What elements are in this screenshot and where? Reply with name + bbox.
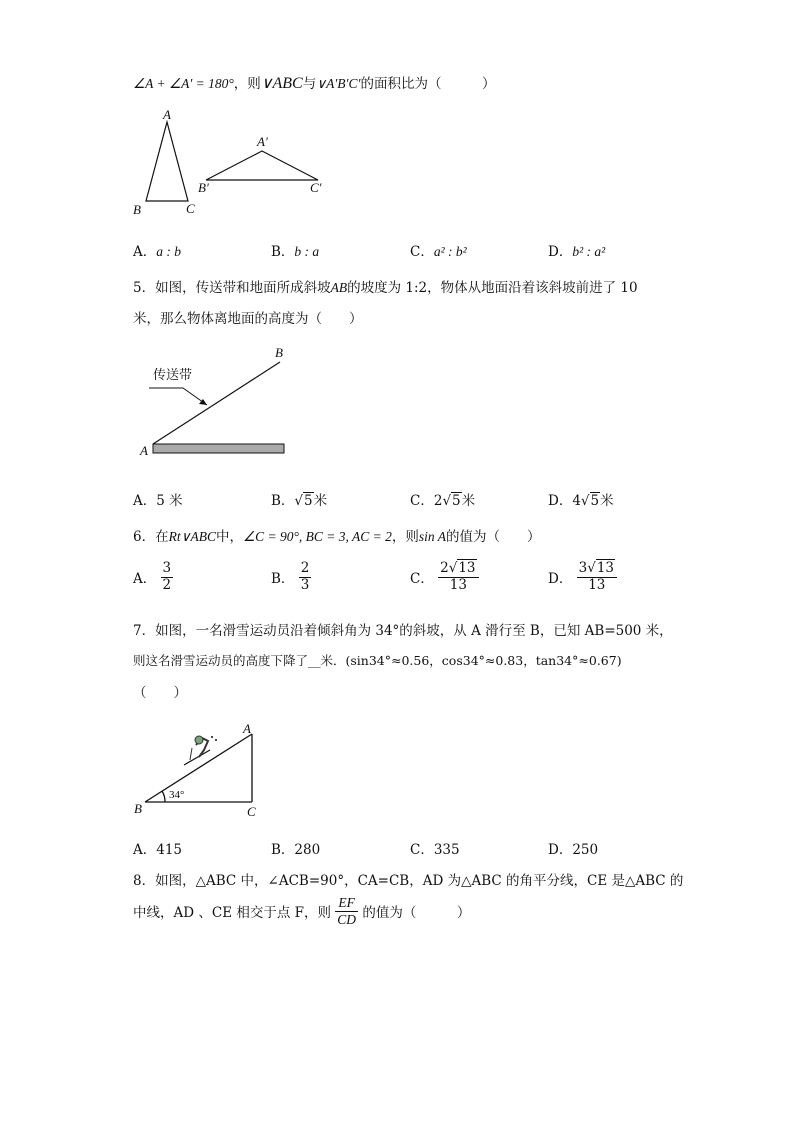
q7-option-c[interactable]: C．335 xyxy=(410,842,460,858)
q4-label-b2: B′ xyxy=(198,180,209,195)
q6-stem: 6．在Rt∨ABC中，∠C = 90°, BC = 3, AC = 2，则sin A的值为（ ） xyxy=(133,529,541,545)
q5-option-b[interactable]: B．√5米 xyxy=(271,493,328,509)
q5-belt-label: 传送带 xyxy=(153,368,193,383)
q7-option-d[interactable]: D．250 xyxy=(548,842,599,858)
q6-option-c[interactable]: C． $\frac{2√13}{13}$ xyxy=(410,561,479,593)
q5-option-a[interactable]: A．5 米 xyxy=(133,493,183,509)
q7-label-b: B xyxy=(134,801,142,816)
q4-option-a[interactable]: A．a : b xyxy=(133,244,181,260)
q8-fraction: $\frac{EF}{CD}$ xyxy=(337,895,357,927)
q6-option-d[interactable]: D． $\frac{3√13}{13}$ xyxy=(548,561,617,593)
q7-label-a: A xyxy=(243,721,251,736)
q5-stem-line2: 米，那么物体离地面的高度为（ ） xyxy=(133,311,363,327)
q4-label-c2: C′ xyxy=(310,180,322,195)
q7-stem-line1: 7．如图，一名滑雪运动员沿着倾斜角为 34°的斜坡，从 A 滑行至 B，已知 AB=500 米， xyxy=(133,623,673,639)
skier-icon xyxy=(184,736,217,765)
q7-option-a[interactable]: A．415 xyxy=(133,842,183,858)
q7-stem-line3: （ ） xyxy=(133,685,187,701)
q4-angle-formula: ∠A + ∠A′ = 180° xyxy=(133,76,234,91)
q5-stem-line1: 5．如图，传送带和地面所成斜坡AB的坡度为 1:2，物体从地面沿着该斜坡前进了 10 xyxy=(133,280,638,296)
q4-option-c[interactable]: C．a² : b² xyxy=(410,244,467,260)
q4-label-b: B xyxy=(133,202,141,217)
q5-label-b: B xyxy=(275,345,283,360)
q8-stem-line1: 8．如图，△ABC 中，∠ACB=90°，CA=CB，AD 为△ABC 的角平分线，CE 是△ABC 的 xyxy=(133,873,684,889)
q7-option-b[interactable]: B．280 xyxy=(271,842,321,858)
q4-triangle-2: ∨A′B′C′ xyxy=(316,76,361,91)
q7-label-c: C xyxy=(247,804,256,819)
q5-label-a: A xyxy=(140,443,148,458)
q7-stem-line2: 则这名滑雪运动员的高度下降了__米．(sin34°≈0.56，cos34°≈0.83，tan34°≈0.67) xyxy=(133,653,622,668)
q4-option-d[interactable]: D．b² : a² xyxy=(548,244,606,260)
q4-label-c: C xyxy=(186,201,195,216)
q4-label-a2: A′ xyxy=(257,134,268,149)
q4-triangle-1: ∨ABC xyxy=(260,75,303,92)
q5-option-c[interactable]: C．2√5米 xyxy=(410,493,476,509)
q4-label-a: A xyxy=(163,107,171,122)
q7-angle-label: 34° xyxy=(169,789,185,801)
q6-option-b[interactable]: B． $\frac{2}{3}$ xyxy=(271,560,310,593)
q7-angle-arc xyxy=(162,791,165,802)
q8-stem-line2: 中线，AD 、CE 相交于点 F，则 $\frac{EF}{CD}$ 的值为（ ） xyxy=(133,895,471,927)
q5-option-d[interactable]: D．4√5米 xyxy=(548,493,614,509)
q6-option-a[interactable]: A． $\frac{3}{2}$ xyxy=(133,560,172,593)
q4-stem: ∠A + ∠A′ = 180°，则∨ABC与∨A′B′C′的面积比为（ ） xyxy=(133,75,496,92)
q4-option-b[interactable]: B．b : a xyxy=(271,244,320,260)
